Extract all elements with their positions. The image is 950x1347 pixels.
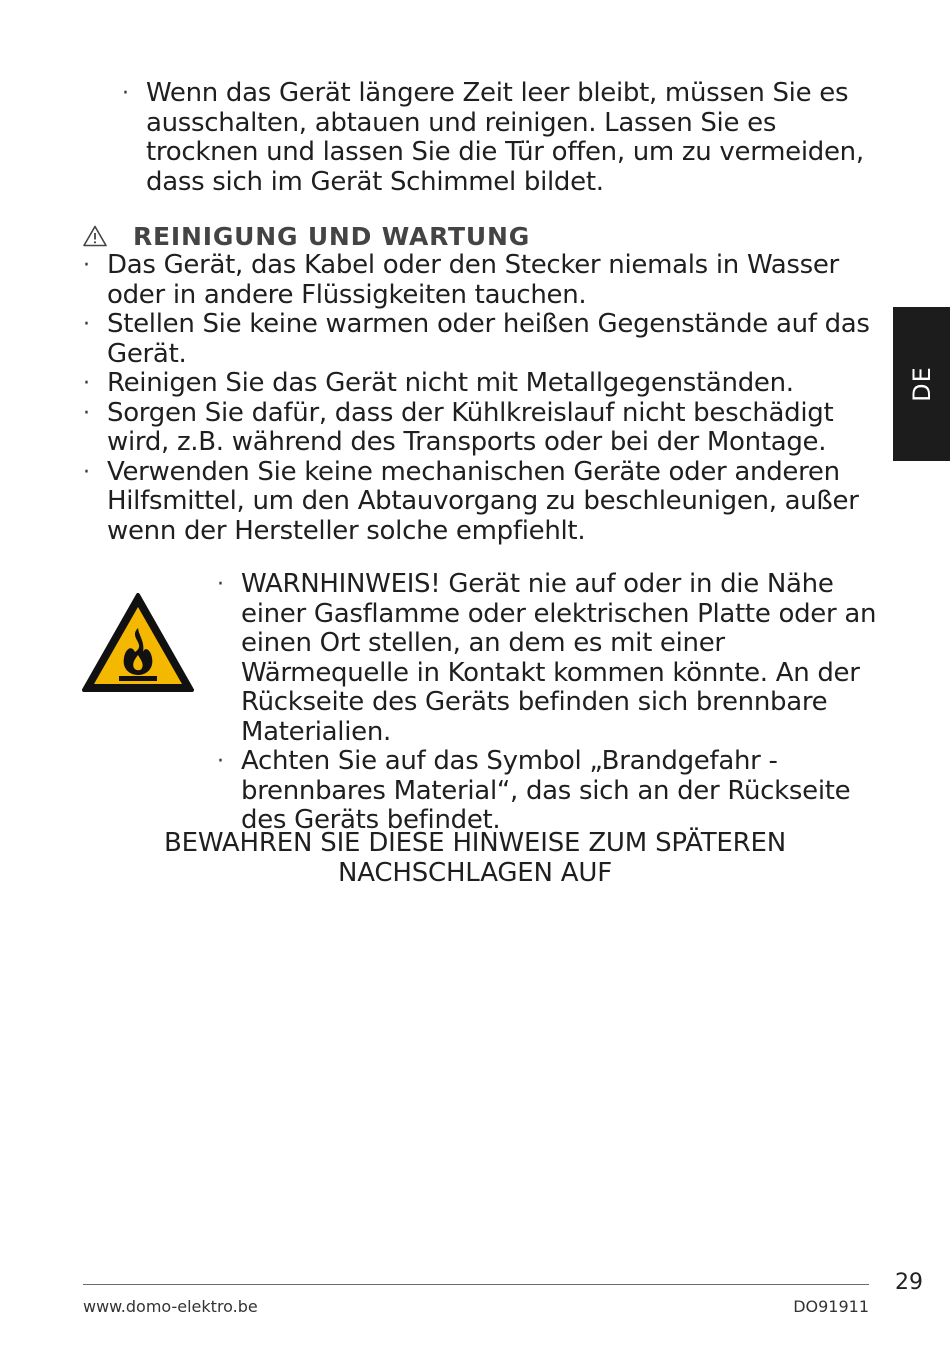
bullet: ·: [122, 81, 129, 106]
bullet: ·: [83, 312, 90, 337]
cleaning-list: [83, 251, 873, 546]
list-item: [83, 458, 873, 547]
bullet: ·: [83, 400, 90, 426]
warning-triangle-icon: [83, 225, 107, 247]
bullet: ·: [83, 253, 90, 278]
list-item: [83, 251, 873, 310]
list-item: [83, 399, 873, 458]
fire-warning-section: [217, 570, 877, 836]
list-item: [217, 570, 877, 747]
language-tab: [893, 307, 950, 461]
list-item: [83, 310, 873, 369]
language-tab-label: DE: [907, 366, 936, 402]
list-item-text: WARNHINWEIS! Gerät nie auf oder in die Nähe einer Gasflamme oder elektrischen Platte oder an einen Ort stellen, an dem es mit einer Wärmequelle in Kontakt kommen könnte. An der Rückseite des Geräts befinden sich brennbare Materialien.: [241, 569, 877, 747]
list-item-text: Wenn das Gerät längere Zeit leer bleibt, müssen Sie es ausschalten, abtauen und reinigen. Lassen Sie es trocknen und lassen Sie die Tür offen, um zu vermeiden, dass sich im Gerät Schimmel bildet.: [146, 78, 864, 197]
bullet: ·: [83, 459, 90, 485]
list-item-text: Achten Sie auf das Symbol „Brandgefahr - brennbares Material“, das sich an der Rückseite des Geräts befindet.: [241, 746, 851, 835]
list-item: [122, 79, 882, 197]
intro-section: [122, 79, 882, 197]
list-item-text: Sorgen Sie dafür, dass der Kühlkreislauf nicht beschädigt wird, z.B. während des Transports oder bei der Montage.: [107, 397, 834, 457]
cleaning-section: [83, 251, 873, 546]
bullet: ·: [83, 371, 90, 396]
note-line-2: NACHSCHLAGEN AUF: [338, 857, 612, 888]
list-item-text: Stellen Sie keine warmen oder heißen Gegenstände auf das Gerät.: [107, 309, 870, 369]
fire-warning-list: [217, 570, 877, 836]
footer-url: www.domo-elektro.be: [83, 1297, 258, 1316]
bullet: ·: [217, 572, 224, 597]
keep-instructions-note: [100, 829, 850, 888]
footer-divider: [83, 1284, 869, 1285]
list-item-text: Reinigen Sie das Gerät nicht mit Metallgegenständen.: [107, 368, 794, 398]
list-item-text: Verwenden Sie keine mechanischen Geräte oder anderen Hilfsmittel, um den Abtauvorgang zu beschleunigen, außer wenn der Hersteller solche empfiehlt.: [107, 456, 859, 546]
note-line-1: BEWAHREN SIE DIESE HINWEISE ZUM SPÄTEREN: [163, 828, 787, 858]
list-item: [217, 747, 877, 836]
section-heading: [83, 220, 530, 252]
intro-list: [122, 79, 882, 197]
list-item-text: Das Gerät, das Kabel oder den Stecker niemals in Wasser oder in andere Flüssigkeiten tauchen.: [107, 250, 839, 310]
footer-model-number: DO91911: [793, 1297, 869, 1316]
bullet: ·: [217, 749, 224, 774]
section-title: REINIGUNG UND WARTUNG: [133, 221, 531, 251]
flammable-hazard-icon: [81, 592, 195, 694]
page-number: 29: [895, 1270, 923, 1295]
list-item: [83, 369, 873, 399]
